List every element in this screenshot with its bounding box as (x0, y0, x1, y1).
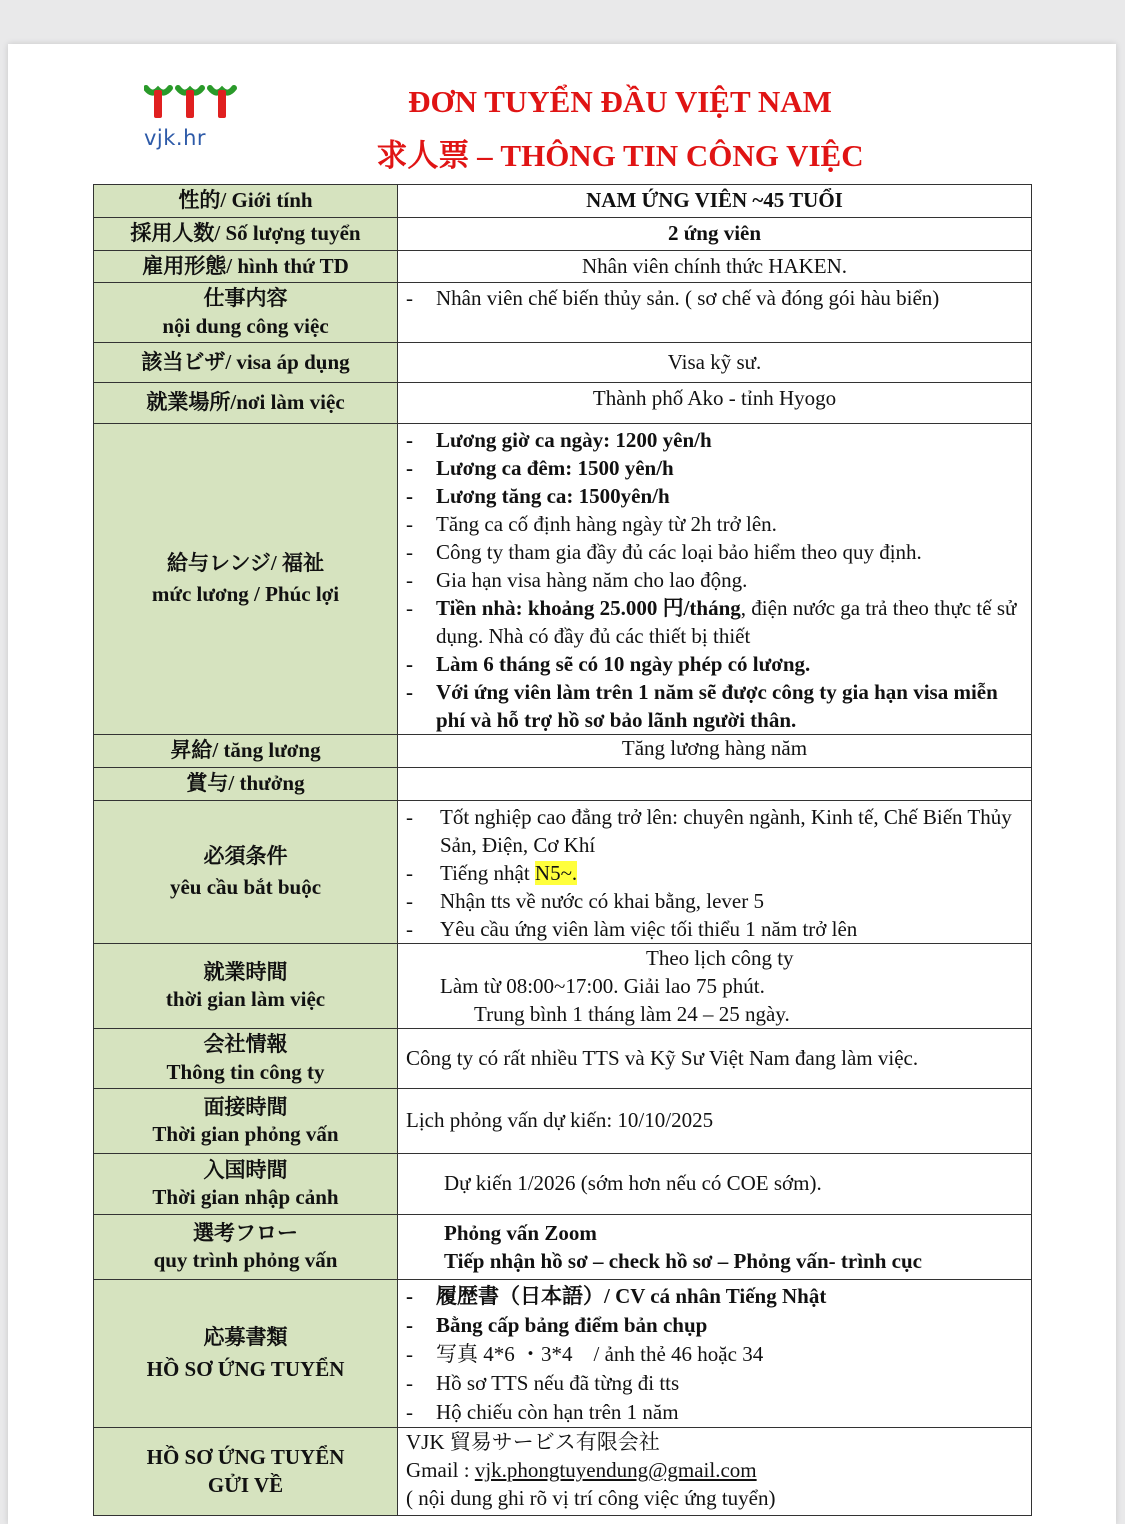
send-note: ( nội dung ghi rõ vị trí công việc ứng tuyển) (406, 1486, 776, 1510)
email-link[interactable]: vjk.phongtuyendung@gmail.com (474, 1458, 757, 1482)
list-item: - Lương giờ ca ngày: 1200 yên/h (406, 426, 1021, 454)
table-row (94, 1215, 1032, 1280)
hours-line-2: Làm từ 08:00~17:00. Giải lao 75 phút. (440, 974, 765, 998)
japanese-prefix: Tiếng nhật (440, 861, 535, 885)
table-row (94, 944, 1032, 1029)
label-hours-jp: 就業時間 (203, 959, 288, 984)
label-content-jp: 仕事内容 (203, 286, 288, 311)
label-entry (94, 1154, 398, 1215)
list-item: - Tốt nghiệp cao đẳng trở lên: chuyên ngành, Kinh tế, Chế Biến Thủy Sản, Điện, Cơ Khí (406, 803, 1021, 859)
flow-line-1: Phỏng vấn Zoom (444, 1221, 597, 1245)
value-employment: Nhân viên chính thức HAKEN. (398, 251, 1032, 283)
list-item: - Với ứng viên làm trên 1 năm sẽ được công ty gia hạn visa miễn phí và hỗ trợ hồ sơ bảo lãnh người thân. (406, 678, 1021, 734)
list-item: - Yêu cầu ứng viên làm việc tối thiểu 1 năm trở lên (406, 915, 1021, 943)
label-gender: 性的/ Giới tính (94, 185, 398, 218)
label-requirements-jp: 必須条件 (203, 843, 288, 868)
list-item: - Lương ca đêm: 1500 yên/h (406, 454, 1021, 482)
label-send-line-1: HỒ SƠ ỨNG TUYỂN (146, 1445, 345, 1470)
value-entry: Dự kiến 1/2026 (sớm hơn nếu có COE sớm). (398, 1154, 1032, 1215)
value-documents (398, 1280, 1032, 1428)
label-employment: 雇用形態/ hình thứ TD (94, 251, 398, 283)
title-line-2: 求人票 – THÔNG TIN CÔNG VIỆC (376, 138, 864, 173)
list-item: - Lương tăng ca: 1500yên/h (406, 482, 1021, 510)
value-gender: NAM ỨNG VIÊN ~45 TUỔI (398, 185, 1032, 218)
value-company: Công ty có rất nhiều TTS và Kỹ Sư Việt Nam đang làm việc. (398, 1029, 1032, 1089)
list-item (406, 594, 1021, 650)
hours-line-3: Trung bình 1 tháng làm 24 – 25 ngày. (474, 1002, 790, 1026)
label-raise: 昇給/ tăng lương (94, 735, 398, 768)
gmail-label: Gmail : (406, 1458, 475, 1482)
list-item: - Bằng cấp bảng điểm bản chụp (406, 1311, 1021, 1340)
value-bonus (398, 768, 1032, 801)
label-hours (94, 944, 398, 1029)
label-salary (94, 424, 398, 735)
housing-rest: , điện nước ga trả theo thực tế sử dụng. Nhà có đầy đủ các thiết bị thiết (436, 596, 1017, 648)
hours-line-1: Theo lịch công ty (646, 946, 794, 970)
label-hours-vi: thời gian làm việc (165, 987, 326, 1011)
table-row (94, 735, 1032, 768)
job-info-table (93, 184, 1032, 1516)
table-row (94, 218, 1032, 251)
label-company (94, 1029, 398, 1089)
label-location: 就業場所/nơi làm việc (94, 383, 398, 424)
value-quantity: 2 ứng viên (398, 218, 1032, 251)
value-interview: Lịch phỏng vấn dự kiến: 10/10/2025 (398, 1089, 1032, 1154)
table-row (94, 185, 1032, 218)
japanese-level-highlight: N5~. (534, 861, 578, 885)
value-location: Thành phố Ako - tỉnh Hyogo (398, 383, 1032, 424)
label-visa: 該当ビザ/ visa áp dụng (94, 343, 398, 383)
value-visa: Visa kỹ sư. (398, 343, 1032, 383)
label-flow-jp: 選考フロー (193, 1220, 298, 1245)
list-item: - Hồ sơ TTS nếu đã từng đi tts (406, 1369, 1021, 1398)
value-requirements (398, 801, 1032, 944)
table-row (94, 1428, 1032, 1516)
label-bonus: 賞与/ thưởng (94, 768, 398, 801)
label-company-vi: Thông tin công ty (166, 1059, 325, 1084)
label-send-line-2: GỬI VỀ (207, 1472, 284, 1497)
list-item: - Gia hạn visa hàng năm cho lao động. (406, 566, 1021, 594)
list-item: - Làm 6 tháng sẽ có 10 ngày phép có lương. (406, 650, 1021, 678)
list-item: - Công ty tham gia đầy đủ các loại bảo hiểm theo quy định. (406, 538, 1021, 566)
list-item: - Nhân viên chế biến thủy sản. ( sơ chế và đóng gói hàu biển) (406, 285, 1021, 312)
label-salary-jp: 給与レンジ/ 福祉 (166, 550, 325, 575)
label-send (94, 1428, 398, 1516)
label-requirements (94, 801, 398, 944)
label-requirements-vi: yêu cầu bắt buộc (169, 875, 322, 899)
label-entry-vi: Thời gian nhập cảnh (152, 1185, 339, 1209)
list-item: - Tăng ca cố định hàng ngày từ 2h trở lên. (406, 510, 1021, 538)
logo-text: vjk.hr (144, 126, 207, 150)
people-logo-icon (144, 82, 240, 126)
label-interview-vi: Thời gian phỏng vấn (152, 1122, 339, 1146)
table-row (94, 1154, 1032, 1215)
label-documents-vi: HỒ SƠ ỨNG TUYỂN (146, 1356, 345, 1381)
send-company: VJK 貿易サービス有限会社 (406, 1430, 660, 1454)
table-row (94, 251, 1032, 283)
label-documents-jp: 応募書類 (203, 1325, 288, 1350)
table-row (94, 1089, 1032, 1154)
label-interview-jp: 面接時間 (203, 1094, 288, 1119)
label-flow-vi: quy trình phỏng vấn (153, 1248, 338, 1272)
value-raise: Tăng lương hàng năm (398, 735, 1032, 768)
label-interview (94, 1089, 398, 1154)
table-row (94, 1029, 1032, 1089)
table-row (94, 283, 1032, 343)
label-content-vi: nội dung công việc (162, 313, 329, 338)
list-item: - Hộ chiếu còn hạn trên 1 năm (406, 1398, 1021, 1427)
table-row (94, 383, 1032, 424)
flow-line-2: Tiếp nhận hồ sơ – check hồ sơ – Phỏng vấn- trình cục (444, 1249, 922, 1273)
table-row (94, 424, 1032, 735)
label-content (94, 283, 398, 343)
label-quantity: 採用人数/ Số lượng tuyển (94, 218, 398, 251)
list-item (406, 859, 1021, 887)
list-item: - 履歴書（日本語）/ CV cá nhân Tiếng Nhật (406, 1282, 1021, 1311)
list-item: - Nhận tts về nước có khai bằng, lever 5 (406, 887, 1021, 915)
label-company-jp: 会社情報 (203, 1032, 288, 1057)
vjk-logo (144, 82, 240, 152)
value-salary (398, 424, 1032, 735)
label-entry-jp: 入国時間 (203, 1157, 288, 1182)
table-row (94, 768, 1032, 801)
label-salary-vi: mức lương / Phúc lợi (151, 582, 340, 606)
send-gmail (406, 1456, 1031, 1484)
housing-bold: Tiền nhà: khoảng 25.000 円/tháng (436, 596, 741, 620)
value-content (398, 283, 1032, 343)
value-flow (398, 1215, 1032, 1280)
table-row (94, 343, 1032, 383)
label-documents (94, 1280, 398, 1428)
title-line-1: ĐƠN TUYỂN ĐẦU VIỆT NAM (408, 84, 832, 119)
table-row (94, 801, 1032, 944)
list-item: - 写真 4*6 ・3*4 / ảnh thẻ 46 hoặc 34 (406, 1340, 1021, 1369)
value-send (398, 1428, 1032, 1516)
label-flow (94, 1215, 398, 1280)
table-row (94, 1280, 1032, 1428)
value-hours (398, 944, 1032, 1029)
